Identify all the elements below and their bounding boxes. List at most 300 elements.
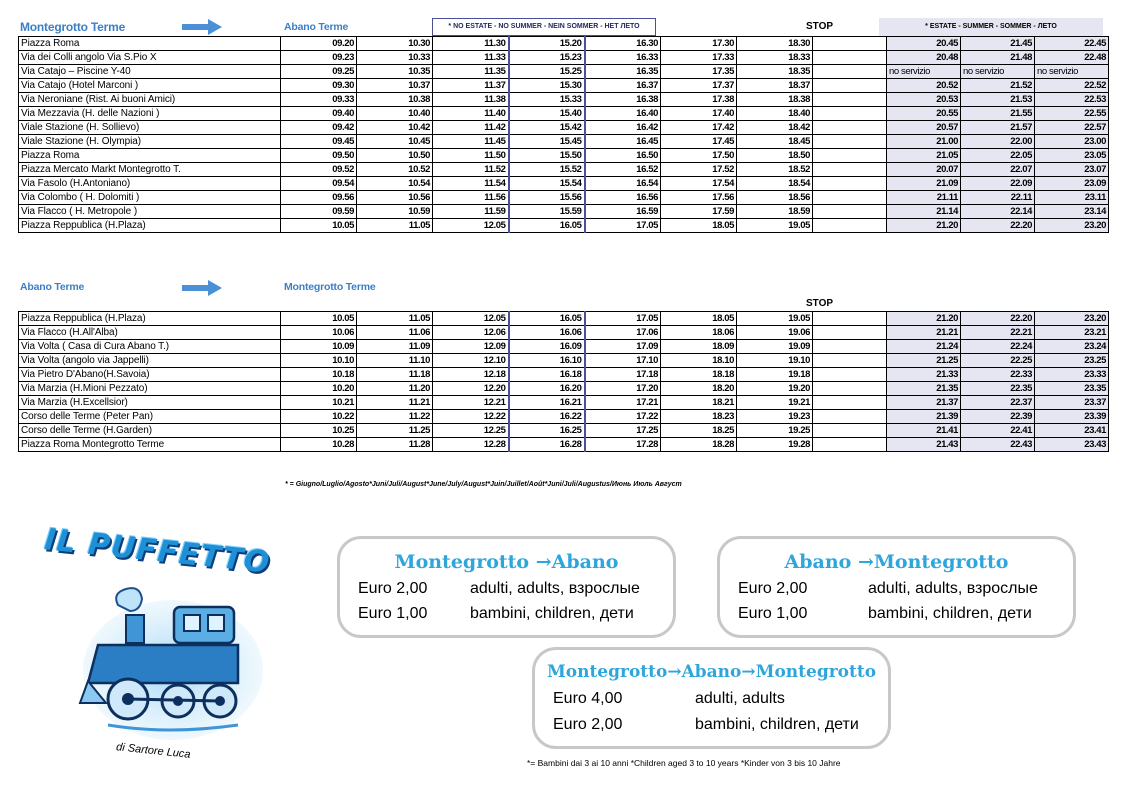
route-from-label: Montegrotto Terme: [20, 20, 126, 34]
empty-cell: [813, 326, 887, 340]
departure-time: 18.18: [661, 368, 737, 382]
summer-departure-time: 21.25: [887, 354, 961, 368]
departure-time: 10.22: [281, 410, 357, 424]
price-child: Euro 2,00: [553, 716, 623, 733]
summer-departure-time: 21.33: [887, 368, 961, 382]
summer-departure-time: 21.53: [961, 93, 1035, 107]
departure-time: 11.50: [433, 149, 509, 163]
empty-cell: [813, 79, 887, 93]
empty-cell: [813, 219, 887, 233]
empty-cell: [813, 177, 887, 191]
departure-time: 15.40: [509, 107, 585, 121]
empty-cell: [813, 37, 887, 51]
departure-time: 10.21: [281, 396, 357, 410]
departure-time: 17.20: [585, 382, 661, 396]
summer-departure-time: 22.45: [1035, 37, 1109, 51]
departure-time: 18.05: [661, 312, 737, 326]
departure-time: 09.54: [281, 177, 357, 191]
departure-time: 16.45: [585, 135, 661, 149]
departure-time: 10.33: [357, 51, 433, 65]
departure-time: 10.45: [357, 135, 433, 149]
departure-time: 17.30: [661, 37, 737, 51]
departure-time: 09.45: [281, 135, 357, 149]
departure-time: 12.06: [433, 326, 509, 340]
route-to-label-2: Montegrotto Terme: [284, 281, 376, 293]
departure-time: 10.52: [357, 163, 433, 177]
departure-time: 12.09: [433, 340, 509, 354]
price-child: Euro 1,00: [738, 605, 808, 622]
departure-time: 18.45: [737, 135, 813, 149]
table-row: [19, 354, 1109, 368]
departure-time: 18.40: [737, 107, 813, 121]
summer-departure-time: 21.21: [887, 326, 961, 340]
departure-time: 10.50: [357, 149, 433, 163]
departure-time: 16.59: [585, 205, 661, 219]
no-summer-banner: * NO ESTATE - NO SUMMER - NEIN SOMMER - НЕТ ЛЕТО: [432, 18, 656, 36]
summer-departure-time: 22.48: [1035, 51, 1109, 65]
children-age-note: *= Bambini dai 3 ai 10 anni *Children aged 3 to 10 years *Kinder von 3 bis 10 Jahre: [527, 758, 841, 768]
departure-time: 11.21: [357, 396, 433, 410]
departure-time: 17.40: [661, 107, 737, 121]
departure-time: 10.28: [281, 438, 357, 452]
departure-time: 16.40: [585, 107, 661, 121]
departure-time: 16.09: [509, 340, 585, 354]
departure-time: 16.52: [585, 163, 661, 177]
summer-departure-time: 23.25: [1035, 354, 1109, 368]
departure-time: 16.38: [585, 93, 661, 107]
departure-time: 16.42: [585, 121, 661, 135]
departure-time: 12.22: [433, 410, 509, 424]
stop-name: Piazza Mercato Markt Montegrotto T.: [19, 163, 281, 177]
empty-cell: [813, 93, 887, 107]
summer-departure-time: 23.00: [1035, 135, 1109, 149]
empty-cell: [813, 340, 887, 354]
summer-departure-time: 21.20: [887, 219, 961, 233]
summer-departure-time: no servizio: [961, 65, 1035, 79]
summer-departure-time: 22.21: [961, 326, 1035, 340]
table-row: [19, 79, 1109, 93]
table-row: [19, 438, 1109, 452]
departure-time: 17.38: [661, 93, 737, 107]
departure-time: 09.20: [281, 37, 357, 51]
departure-time: 12.25: [433, 424, 509, 438]
table-row: [19, 382, 1109, 396]
departure-time: 11.30: [433, 37, 509, 51]
departure-time: 11.20: [357, 382, 433, 396]
stop-name: Via Catajo (Hotel Marconi ): [19, 79, 281, 93]
departure-time: 17.33: [661, 51, 737, 65]
summer-departure-time: 23.09: [1035, 177, 1109, 191]
departure-time: 11.22: [357, 410, 433, 424]
summer-departure-time: 23.20: [1035, 219, 1109, 233]
steam-train-icon: [78, 585, 268, 745]
stop-name: Via Pietro D'Abano(H.Savoia): [19, 368, 281, 382]
departure-time: 19.23: [737, 410, 813, 424]
stop-name: Via Flacco (H.All'Alba): [19, 326, 281, 340]
empty-cell: [813, 410, 887, 424]
departure-time: 18.30: [737, 37, 813, 51]
price-child: Euro 1,00: [358, 605, 428, 622]
summer-departure-time: 21.37: [887, 396, 961, 410]
departure-time: 18.09: [661, 340, 737, 354]
summer-departure-time: 21.52: [961, 79, 1035, 93]
table-row: [19, 149, 1109, 163]
price-child-label: bambini, children, дети: [470, 605, 634, 622]
summer-departure-time: 22.09: [961, 177, 1035, 191]
summer-departure-time: 21.35: [887, 382, 961, 396]
departure-time: 19.21: [737, 396, 813, 410]
departure-time: 10.59: [357, 205, 433, 219]
summer-departure-time: 21.20: [887, 312, 961, 326]
departure-time: 12.21: [433, 396, 509, 410]
summer-departure-time: 20.55: [887, 107, 961, 121]
stop-name: Via Colombo ( H. Dolomiti ): [19, 191, 281, 205]
summer-departure-time: 23.07: [1035, 163, 1109, 177]
stop-name: Piazza Reppublica (H.Plaza): [19, 312, 281, 326]
departure-time: 18.42: [737, 121, 813, 135]
departure-time: 16.05: [509, 219, 585, 233]
table-row: [19, 107, 1109, 121]
departure-time: 17.59: [661, 205, 737, 219]
price-child-label: bambini, children, дети: [868, 605, 1032, 622]
departure-time: 10.38: [357, 93, 433, 107]
summer-departure-time: 21.57: [961, 121, 1035, 135]
departure-time: 18.54: [737, 177, 813, 191]
stop-name: Via Marzia (H.Mioni Pezzato): [19, 382, 281, 396]
summer-departure-time: 23.05: [1035, 149, 1109, 163]
departure-time: 17.50: [661, 149, 737, 163]
departure-time: 12.05: [433, 219, 509, 233]
price-adult-label: adulti, adults, взрослые: [868, 580, 1038, 597]
stop-name: Piazza Roma: [19, 149, 281, 163]
summer-departure-time: 21.43: [887, 438, 961, 452]
price-box-abano-montegrotto: [717, 536, 1076, 638]
departure-time: 11.18: [357, 368, 433, 382]
departure-time: 18.25: [661, 424, 737, 438]
departure-time: 11.10: [357, 354, 433, 368]
price-adult: Euro 2,00: [738, 580, 808, 597]
empty-cell: [813, 51, 887, 65]
stop-name: Via Marzia (H.Excellsior): [19, 396, 281, 410]
departure-time: 09.30: [281, 79, 357, 93]
summer-departure-time: 23.14: [1035, 205, 1109, 219]
departure-time: 12.05: [433, 312, 509, 326]
departure-time: 10.42: [357, 121, 433, 135]
departure-time: 18.35: [737, 65, 813, 79]
table-row: [19, 93, 1109, 107]
summer-departure-time: no servizio: [887, 65, 961, 79]
summer-footnote: * = Giugno/Luglio/Agosto*Juni/Juli/August*June/July/August*Juin/Juillet/Août*Juni/Juli/Augustus/Июнь Июль Август: [285, 481, 682, 488]
stop-label: STOP: [806, 21, 834, 32]
departure-time: 12.28: [433, 438, 509, 452]
departure-time: 11.05: [357, 219, 433, 233]
table-row: [19, 340, 1109, 354]
departure-time: 11.52: [433, 163, 509, 177]
departure-time: 16.37: [585, 79, 661, 93]
summer-departure-time: 22.20: [961, 219, 1035, 233]
summer-departure-time: 20.45: [887, 37, 961, 51]
stop-name: Via Flacco ( H. Metropole ): [19, 205, 281, 219]
table-row: [19, 37, 1109, 51]
departure-time: 17.09: [585, 340, 661, 354]
departure-time: 18.56: [737, 191, 813, 205]
summer-departure-time: 22.55: [1035, 107, 1109, 121]
stop-name: Via Neroniane (Rist. Ai buoni Amici): [19, 93, 281, 107]
departure-time: 19.20: [737, 382, 813, 396]
departure-time: 15.33: [509, 93, 585, 107]
departure-time: 19.28: [737, 438, 813, 452]
departure-time: 18.38: [737, 93, 813, 107]
summer-departure-time: 23.39: [1035, 410, 1109, 424]
price-adult-label: adulti, adults: [695, 690, 785, 707]
departure-time: 11.09: [357, 340, 433, 354]
departure-time: 10.09: [281, 340, 357, 354]
table-row: [19, 410, 1109, 424]
departure-time: 15.59: [509, 205, 585, 219]
empty-cell: [813, 205, 887, 219]
departure-time: 18.06: [661, 326, 737, 340]
empty-cell: [813, 191, 887, 205]
departure-time: 17.06: [585, 326, 661, 340]
empty-cell: [813, 149, 887, 163]
departure-time: 10.40: [357, 107, 433, 121]
arrow-right-icon: [182, 19, 222, 35]
summer-departure-time: 21.09: [887, 177, 961, 191]
summer-departure-time: 22.05: [961, 149, 1035, 163]
summer-departure-time: 23.21: [1035, 326, 1109, 340]
summer-departure-time: 22.25: [961, 354, 1035, 368]
departure-time: 16.33: [585, 51, 661, 65]
empty-cell: [813, 424, 887, 438]
departure-time: 17.25: [585, 424, 661, 438]
departure-time: 18.20: [661, 382, 737, 396]
route-from-label-2: Abano Terme: [20, 281, 85, 293]
departure-time: 16.25: [509, 424, 585, 438]
price-box-round-trip: [532, 647, 891, 749]
stop-name: Via Fasolo (H.Antoniano): [19, 177, 281, 191]
summer-departure-time: 20.52: [887, 79, 961, 93]
summer-departure-time: 23.43: [1035, 438, 1109, 452]
summer-departure-time: 22.53: [1035, 93, 1109, 107]
empty-cell: [813, 163, 887, 177]
arrow-right-icon: [182, 280, 222, 296]
departure-time: 17.42: [661, 121, 737, 135]
price-box-title: Abano →Montegrotto: [784, 551, 1009, 573]
stop-name: Via Volta (angolo via Jappelli): [19, 354, 281, 368]
empty-cell: [813, 121, 887, 135]
departure-time: 09.42: [281, 121, 357, 135]
empty-cell: [813, 65, 887, 79]
summer-departure-time: 22.37: [961, 396, 1035, 410]
departure-time: 11.54: [433, 177, 509, 191]
departure-time: 18.21: [661, 396, 737, 410]
departure-time: 11.05: [357, 312, 433, 326]
departure-time: 18.37: [737, 79, 813, 93]
stop-label-2: STOP: [806, 298, 834, 309]
departure-time: 09.25: [281, 65, 357, 79]
departure-time: 18.33: [737, 51, 813, 65]
departure-time: 09.56: [281, 191, 357, 205]
departure-time: 15.42: [509, 121, 585, 135]
summer-departure-time: 21.00: [887, 135, 961, 149]
departure-time: 09.59: [281, 205, 357, 219]
empty-cell: [813, 396, 887, 410]
empty-cell: [813, 382, 887, 396]
departure-time: 11.28: [357, 438, 433, 452]
empty-cell: [813, 438, 887, 452]
summer-departure-time: 21.48: [961, 51, 1035, 65]
summer-departure-time: 22.11: [961, 191, 1035, 205]
summer-departure-time: 22.43: [961, 438, 1035, 452]
summer-departure-time: 22.39: [961, 410, 1035, 424]
stop-name: Viale Stazione (H. Olympia): [19, 135, 281, 149]
departure-time: 15.54: [509, 177, 585, 191]
departure-time: 10.37: [357, 79, 433, 93]
departure-time: 12.20: [433, 382, 509, 396]
departure-time: 10.56: [357, 191, 433, 205]
table-row: [19, 163, 1109, 177]
departure-time: 17.37: [661, 79, 737, 93]
summer-departure-time: 22.52: [1035, 79, 1109, 93]
stop-name: Piazza Roma: [19, 37, 281, 51]
table-row: [19, 205, 1109, 219]
table-row: [19, 396, 1109, 410]
summer-departure-time: 21.05: [887, 149, 961, 163]
summer-departure-time: 23.24: [1035, 340, 1109, 354]
price-adult: Euro 4,00: [553, 690, 623, 707]
departure-time: 19.05: [737, 312, 813, 326]
stop-name: Via dei Colli angolo Via S.Pio X: [19, 51, 281, 65]
departure-time: 10.25: [281, 424, 357, 438]
departure-time: 16.28: [509, 438, 585, 452]
summer-departure-time: 23.35: [1035, 382, 1109, 396]
stop-name: Corso delle Terme (Peter Pan): [19, 410, 281, 424]
summer-departure-time: 20.53: [887, 93, 961, 107]
summer-departure-time: 23.33: [1035, 368, 1109, 382]
price-child-label: bambini, children, дети: [695, 716, 859, 733]
empty-cell: [813, 368, 887, 382]
departure-time: 11.35: [433, 65, 509, 79]
departure-time: 16.21: [509, 396, 585, 410]
table-row: [19, 135, 1109, 149]
departure-time: 10.20: [281, 382, 357, 396]
departure-time: 19.06: [737, 326, 813, 340]
departure-time: 15.52: [509, 163, 585, 177]
summer-departure-time: 23.20: [1035, 312, 1109, 326]
table-row: [19, 424, 1109, 438]
table-row: [19, 219, 1109, 233]
summer-departure-time: 21.14: [887, 205, 961, 219]
summer-departure-time: 20.57: [887, 121, 961, 135]
departure-time: 10.35: [357, 65, 433, 79]
summer-departure-time: 22.41: [961, 424, 1035, 438]
departure-time: 17.21: [585, 396, 661, 410]
departure-time: 16.30: [585, 37, 661, 51]
summer-departure-time: 21.45: [961, 37, 1035, 51]
departure-time: 12.18: [433, 368, 509, 382]
departure-time: 11.06: [357, 326, 433, 340]
departure-time: 11.38: [433, 93, 509, 107]
empty-cell: [813, 354, 887, 368]
empty-cell: [813, 312, 887, 326]
logo-title: IL PUFFETTO: [42, 522, 272, 581]
stop-name: Via Mezzavia (H. delle Nazioni ): [19, 107, 281, 121]
departure-time: 17.54: [661, 177, 737, 191]
logo-subtitle: di Sartore Luca: [115, 741, 192, 761]
departure-time: 09.23: [281, 51, 357, 65]
departure-time: 10.54: [357, 177, 433, 191]
price-box-title: Montegrotto→Abano→Montegrotto: [546, 662, 877, 682]
departure-time: 11.25: [357, 424, 433, 438]
table-row: [19, 368, 1109, 382]
summer-departure-time: 23.41: [1035, 424, 1109, 438]
departure-time: 15.45: [509, 135, 585, 149]
summer-departure-time: 21.24: [887, 340, 961, 354]
stop-name: Corso delle Terme (H.Garden): [19, 424, 281, 438]
departure-time: 11.40: [433, 107, 509, 121]
departure-time: 09.40: [281, 107, 357, 121]
departure-time: 18.10: [661, 354, 737, 368]
departure-time: 18.52: [737, 163, 813, 177]
summer-departure-time: 20.07: [887, 163, 961, 177]
table-row: [19, 191, 1109, 205]
stop-name: Piazza Reppublica (H.Plaza): [19, 219, 281, 233]
summer-departure-time: 22.57: [1035, 121, 1109, 135]
departure-time: 10.05: [281, 219, 357, 233]
departure-time: 11.45: [433, 135, 509, 149]
departure-time: 18.50: [737, 149, 813, 163]
route-via-label: Abano Terme: [284, 21, 349, 33]
departure-time: 18.59: [737, 205, 813, 219]
summer-departure-time: 21.11: [887, 191, 961, 205]
summer-departure-time: 21.41: [887, 424, 961, 438]
departure-time: 17.05: [585, 312, 661, 326]
departure-time: 17.52: [661, 163, 737, 177]
departure-time: 16.56: [585, 191, 661, 205]
timetable-abano-montegrotto: [18, 311, 1109, 452]
departure-time: 10.10: [281, 354, 357, 368]
departure-time: 17.05: [585, 219, 661, 233]
summer-departure-time: 22.33: [961, 368, 1035, 382]
empty-cell: [813, 107, 887, 121]
departure-time: 16.10: [509, 354, 585, 368]
departure-time: 15.30: [509, 79, 585, 93]
departure-time: 19.10: [737, 354, 813, 368]
departure-time: 17.10: [585, 354, 661, 368]
departure-time: 17.35: [661, 65, 737, 79]
departure-time: 15.20: [509, 37, 585, 51]
price-box-title: Montegrotto →Abano: [394, 551, 619, 573]
stop-name: Via Catajo – Piscine Y-40: [19, 65, 281, 79]
departure-time: 17.45: [661, 135, 737, 149]
departure-time: 16.54: [585, 177, 661, 191]
departure-time: 11.42: [433, 121, 509, 135]
departure-time: 18.23: [661, 410, 737, 424]
departure-time: 12.10: [433, 354, 509, 368]
summer-departure-time: 22.35: [961, 382, 1035, 396]
departure-time: 09.50: [281, 149, 357, 163]
departure-time: 11.37: [433, 79, 509, 93]
table-row: [19, 326, 1109, 340]
summer-departure-time: 21.39: [887, 410, 961, 424]
price-box-montegrotto-abano: [337, 536, 676, 638]
departure-time: 19.18: [737, 368, 813, 382]
departure-time: 16.22: [509, 410, 585, 424]
departure-time: 15.50: [509, 149, 585, 163]
departure-time: 19.09: [737, 340, 813, 354]
departure-time: 10.06: [281, 326, 357, 340]
summer-departure-time: 22.24: [961, 340, 1035, 354]
